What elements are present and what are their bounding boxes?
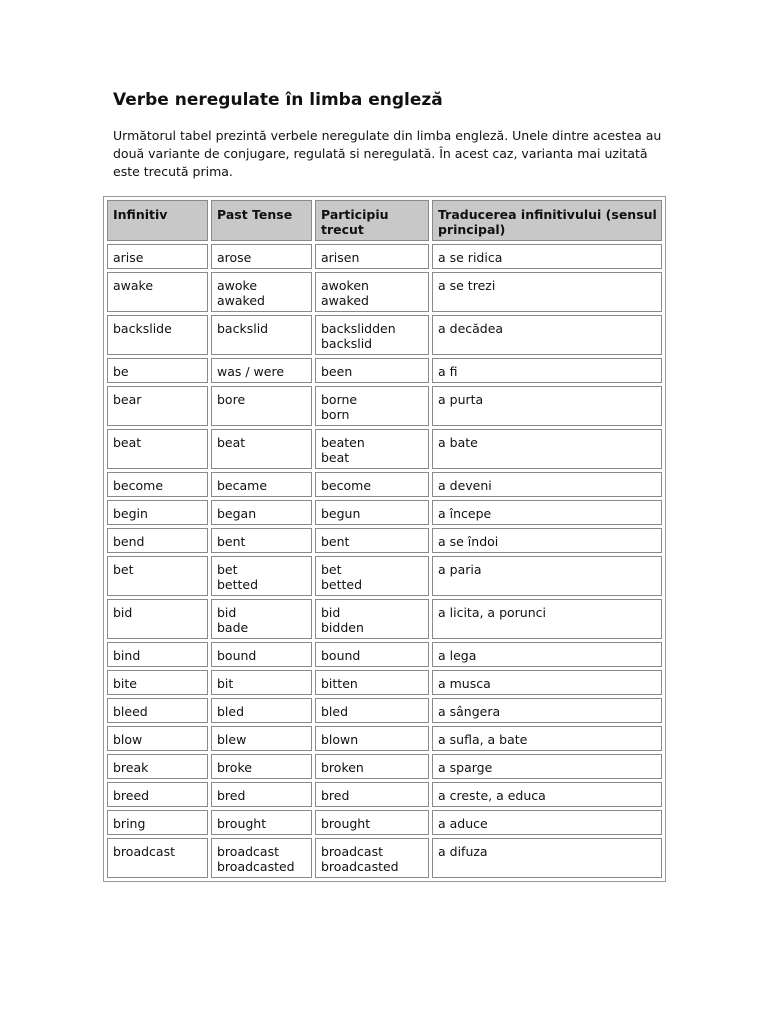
cell-text: broadcast xyxy=(321,844,383,859)
cell-past-tense xyxy=(211,838,312,878)
cell-text: a aduce xyxy=(438,816,488,831)
cell-text: broadcasted xyxy=(217,859,295,874)
cell-participle xyxy=(315,556,429,596)
cell-text: a fi xyxy=(438,364,458,379)
cell-text: backslid xyxy=(321,336,373,351)
table-row xyxy=(107,810,662,835)
cell-text: backslid xyxy=(217,321,269,336)
cell-text: bred xyxy=(321,788,350,803)
cell-infinitive xyxy=(107,429,208,469)
cell-infinitive xyxy=(107,599,208,639)
header-past-tense: Past Tense xyxy=(211,200,312,241)
cell-translation xyxy=(432,429,662,469)
cell-past-tense xyxy=(211,272,312,312)
cell-text: been xyxy=(321,364,353,379)
cell-infinitive xyxy=(107,726,208,751)
cell-text: bitten xyxy=(321,676,358,691)
cell-text: bend xyxy=(113,534,145,549)
cell-past-tense xyxy=(211,556,312,596)
cell-infinitive xyxy=(107,698,208,723)
cell-translation xyxy=(432,386,662,426)
cell-text: bite xyxy=(113,676,137,691)
cell-infinitive xyxy=(107,528,208,553)
cell-text: bent xyxy=(321,534,350,549)
cell-text: awoken xyxy=(321,278,369,293)
cell-text: began xyxy=(217,506,257,521)
cell-participle xyxy=(315,754,429,779)
cell-participle xyxy=(315,642,429,667)
cell-text: awoke xyxy=(217,278,258,293)
table-header-row xyxy=(107,200,662,241)
cell-translation xyxy=(432,556,662,596)
cell-text: bring xyxy=(113,816,146,831)
cell-participle xyxy=(315,315,429,355)
cell-text: begin xyxy=(113,506,148,521)
table-row xyxy=(107,528,662,553)
cell-infinitive xyxy=(107,642,208,667)
cell-text: broadcasted xyxy=(321,859,399,874)
cell-text: bled xyxy=(217,704,245,719)
cell-participle xyxy=(315,244,429,269)
cell-text: broadcast xyxy=(217,844,279,859)
table-row xyxy=(107,244,662,269)
cell-text: was / were xyxy=(217,364,285,379)
header-translation: Traducerea infinitivului (sensul principal) xyxy=(432,200,662,241)
cell-infinitive xyxy=(107,358,208,383)
table-row xyxy=(107,726,662,751)
cell-text: a difuza xyxy=(438,844,488,859)
cell-text: a paria xyxy=(438,562,482,577)
cell-text: bet xyxy=(113,562,134,577)
cell-text: beat xyxy=(321,450,350,465)
cell-past-tense xyxy=(211,754,312,779)
table-row xyxy=(107,838,662,878)
cell-translation xyxy=(432,500,662,525)
cell-participle xyxy=(315,528,429,553)
cell-text: bear xyxy=(113,392,142,407)
cell-text: bit xyxy=(217,676,234,691)
cell-past-tense xyxy=(211,386,312,426)
cell-participle xyxy=(315,670,429,695)
cell-text: betted xyxy=(321,577,363,592)
cell-past-tense xyxy=(211,358,312,383)
cell-infinitive xyxy=(107,272,208,312)
cell-text: a se îndoi xyxy=(438,534,499,549)
cell-participle xyxy=(315,472,429,497)
table-body xyxy=(107,244,662,878)
cell-text: a decădea xyxy=(438,321,504,336)
cell-text: awaked xyxy=(321,293,369,308)
cell-text: a bate xyxy=(438,435,478,450)
cell-past-tense xyxy=(211,698,312,723)
cell-participle xyxy=(315,698,429,723)
cell-past-tense xyxy=(211,429,312,469)
cell-text: beat xyxy=(217,435,246,450)
table-row xyxy=(107,782,662,807)
cell-text: bore xyxy=(217,392,246,407)
cell-text: brought xyxy=(321,816,371,831)
cell-past-tense xyxy=(211,782,312,807)
cell-infinitive xyxy=(107,500,208,525)
cell-text: bound xyxy=(321,648,361,663)
cell-text: awaked xyxy=(217,293,265,308)
cell-text: arose xyxy=(217,250,252,265)
cell-participle xyxy=(315,272,429,312)
cell-text: a se ridica xyxy=(438,250,503,265)
cell-text: bent xyxy=(217,534,246,549)
cell-translation xyxy=(432,810,662,835)
cell-text: betted xyxy=(217,577,259,592)
cell-translation xyxy=(432,698,662,723)
cell-text: became xyxy=(217,478,268,493)
cell-participle xyxy=(315,358,429,383)
table-row xyxy=(107,272,662,312)
cell-text: a lega xyxy=(438,648,477,663)
cell-infinitive xyxy=(107,782,208,807)
cell-translation xyxy=(432,358,662,383)
cell-text: bidden xyxy=(321,620,364,635)
cell-text: bid xyxy=(321,605,341,620)
cell-text: a sparge xyxy=(438,760,493,775)
cell-text: a licita, a porunci xyxy=(438,605,546,620)
cell-text: begun xyxy=(321,506,361,521)
table-row xyxy=(107,599,662,639)
cell-text: borne xyxy=(321,392,358,407)
table-row xyxy=(107,358,662,383)
cell-past-tense xyxy=(211,726,312,751)
cell-translation xyxy=(432,599,662,639)
cell-text: bind xyxy=(113,648,141,663)
cell-infinitive xyxy=(107,244,208,269)
cell-text: a deveni xyxy=(438,478,492,493)
table-row xyxy=(107,386,662,426)
cell-past-tense xyxy=(211,670,312,695)
cell-translation xyxy=(432,838,662,878)
cell-participle xyxy=(315,810,429,835)
cell-participle xyxy=(315,726,429,751)
header-infinitive: Infinitiv xyxy=(107,200,208,241)
cell-infinitive xyxy=(107,472,208,497)
cell-text: beaten xyxy=(321,435,365,450)
cell-participle xyxy=(315,838,429,878)
table-row xyxy=(107,754,662,779)
cell-text: beat xyxy=(113,435,142,450)
cell-infinitive xyxy=(107,315,208,355)
table-row xyxy=(107,315,662,355)
cell-translation xyxy=(432,244,662,269)
cell-text: a creste, a educa xyxy=(438,788,546,803)
cell-text: be xyxy=(113,364,129,379)
table-row xyxy=(107,472,662,497)
cell-translation xyxy=(432,642,662,667)
cell-text: bred xyxy=(217,788,246,803)
cell-translation xyxy=(432,528,662,553)
cell-text: bade xyxy=(217,620,249,635)
cell-text: arisen xyxy=(321,250,360,265)
cell-text: a se trezi xyxy=(438,278,496,293)
cell-text: bleed xyxy=(113,704,148,719)
cell-text: bled xyxy=(321,704,349,719)
cell-text: blow xyxy=(113,732,143,747)
cell-translation xyxy=(432,670,662,695)
cell-infinitive xyxy=(107,838,208,878)
cell-text: bid xyxy=(217,605,237,620)
table-row xyxy=(107,556,662,596)
table-row xyxy=(107,500,662,525)
cell-infinitive xyxy=(107,386,208,426)
cell-participle xyxy=(315,429,429,469)
cell-text: broadcast xyxy=(113,844,175,859)
cell-translation xyxy=(432,754,662,779)
cell-text: a sângera xyxy=(438,704,501,719)
cell-text: awake xyxy=(113,278,154,293)
cell-text: bid xyxy=(113,605,133,620)
cell-text: born xyxy=(321,407,350,422)
header-participle: Participiu trecut xyxy=(315,200,429,241)
irregular-verbs-table xyxy=(104,197,665,881)
cell-past-tense xyxy=(211,315,312,355)
cell-infinitive xyxy=(107,556,208,596)
cell-participle xyxy=(315,782,429,807)
cell-participle xyxy=(315,500,429,525)
cell-text: a începe xyxy=(438,506,492,521)
cell-text: breed xyxy=(113,788,150,803)
cell-infinitive xyxy=(107,810,208,835)
cell-past-tense xyxy=(211,810,312,835)
cell-text: broke xyxy=(217,760,252,775)
cell-text: bet xyxy=(217,562,238,577)
cell-text: become xyxy=(321,478,372,493)
cell-translation xyxy=(432,315,662,355)
cell-infinitive xyxy=(107,670,208,695)
cell-text: arise xyxy=(113,250,144,265)
cell-text: broken xyxy=(321,760,364,775)
cell-past-tense xyxy=(211,528,312,553)
cell-participle xyxy=(315,386,429,426)
table-row xyxy=(107,429,662,469)
cell-past-tense xyxy=(211,472,312,497)
table-row xyxy=(107,642,662,667)
cell-text: blew xyxy=(217,732,247,747)
verbs-table-container xyxy=(103,196,666,882)
cell-translation xyxy=(432,782,662,807)
cell-infinitive xyxy=(107,754,208,779)
cell-past-tense xyxy=(211,244,312,269)
cell-text: a purta xyxy=(438,392,484,407)
table-row xyxy=(107,698,662,723)
cell-text: break xyxy=(113,760,149,775)
cell-text: become xyxy=(113,478,164,493)
cell-participle xyxy=(315,599,429,639)
cell-past-tense xyxy=(211,500,312,525)
intro-paragraph: Următorul tabel prezintă verbele neregulate din limba engleză. Unele dintre acestea au două variante de conjugare, regulată si neregulată. În acest caz, varianta mai uzitată este trecută prima. xyxy=(113,128,662,179)
cell-text: a sufla, a bate xyxy=(438,732,528,747)
cell-text: brought xyxy=(217,816,267,831)
cell-translation xyxy=(432,726,662,751)
cell-translation xyxy=(432,472,662,497)
table-row xyxy=(107,670,662,695)
cell-past-tense xyxy=(211,642,312,667)
cell-text: blown xyxy=(321,732,359,747)
cell-text: bet xyxy=(321,562,342,577)
cell-text: backslide xyxy=(113,321,172,336)
cell-text: backslidden xyxy=(321,321,396,336)
cell-text: bound xyxy=(217,648,257,663)
cell-past-tense xyxy=(211,599,312,639)
cell-translation xyxy=(432,272,662,312)
page-title: Verbe neregulate în limba engleză xyxy=(113,90,443,110)
cell-text: a musca xyxy=(438,676,491,691)
